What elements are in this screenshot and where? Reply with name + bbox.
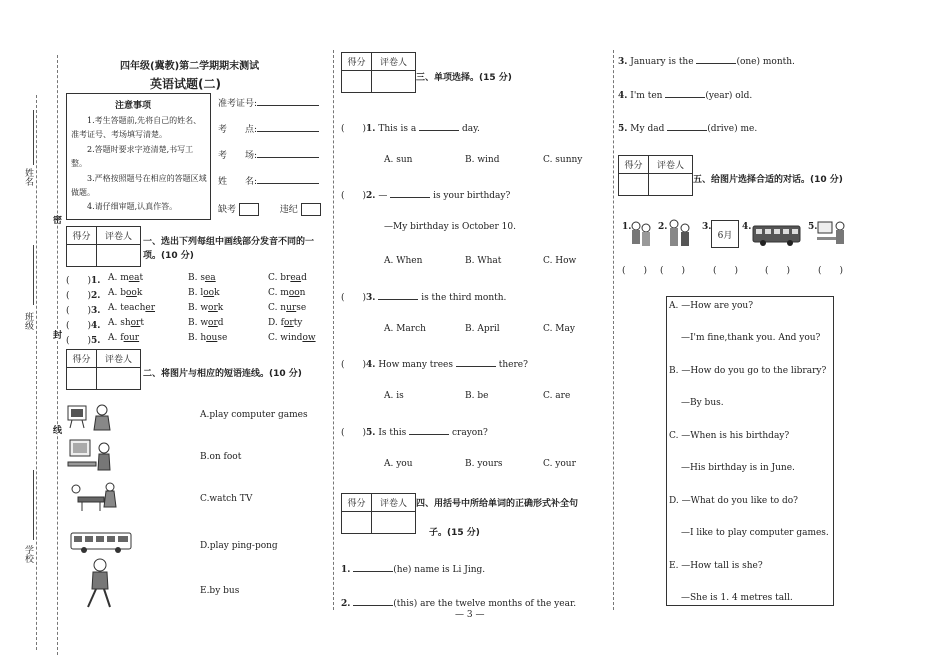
option-a[interactable]: A. four [108, 333, 140, 343]
column-divider-1 [333, 50, 334, 610]
option-a[interactable]: A. sun [384, 155, 413, 165]
bus-picture [70, 530, 134, 554]
question-num: 3. [366, 293, 376, 303]
mc-question [341, 188, 510, 201]
score-cell[interactable] [67, 368, 97, 390]
s5-pic-num: 1. [622, 222, 632, 232]
dialog-answer: —His birthday is in June. [681, 463, 795, 473]
answer-paren[interactable]: ( ) [765, 266, 791, 276]
option-a[interactable]: A. When [384, 256, 423, 266]
answer-paren[interactable]: ( ) [66, 276, 92, 286]
fill-text: (he) name is Li Jing. [393, 565, 486, 575]
answer-paren[interactable]: ( ) [341, 428, 367, 438]
fill-item-4 [618, 88, 752, 101]
option-b[interactable]: B. April [465, 324, 500, 334]
calendar-text: 6月 [717, 231, 733, 241]
section4-title-a: 四、用括号中所给单词的正确形式补全句 [416, 499, 579, 509]
option-a[interactable]: A. March [384, 324, 426, 334]
exam-no-label: 准考证号: [218, 99, 258, 109]
question-stem-a: This is a [378, 124, 417, 134]
item-num: 4. [91, 321, 101, 331]
notice-box [66, 93, 211, 220]
score-cell[interactable] [342, 71, 372, 93]
notice-title: 注意事项 [115, 101, 152, 111]
room-field[interactable] [257, 148, 319, 158]
phrase-item: B.on foot [200, 452, 242, 462]
score-label: 得分 [342, 494, 372, 512]
grader-cell[interactable] [96, 245, 140, 267]
fill-num: 4. [618, 91, 628, 101]
section5-title: 五、给图片选择合适的对话。(10 分) [693, 175, 843, 185]
tv-watching-picture [66, 400, 116, 434]
answer-paren[interactable]: ( ) [341, 124, 367, 134]
xian-mark: 线 [51, 425, 61, 434]
question-blank[interactable] [456, 357, 496, 367]
option-c[interactable]: C. bread [268, 273, 307, 283]
option-c[interactable]: C. sunny [543, 155, 583, 165]
notice-item: 4.请仔细审题,认真作答。 [87, 202, 178, 211]
s5-pic-num: 2. [658, 222, 668, 232]
exam-no-field[interactable] [257, 96, 319, 106]
answer-paren[interactable]: ( ) [818, 266, 844, 276]
question-stem-b: is your birthday? [433, 191, 511, 201]
dialog-answer: —I like to play computer games. [681, 528, 829, 538]
score-box-section2 [66, 349, 141, 390]
dialog-answer: —She is 1. 4 metres tall. [681, 593, 793, 603]
notice-item: 2.答题时要求字迹清楚,书写工整。 [71, 145, 194, 168]
option-a[interactable]: A. you [384, 459, 413, 469]
class-underline [33, 245, 34, 305]
option-a[interactable]: A. short [108, 318, 144, 328]
option-c[interactable]: C. moon [268, 288, 306, 298]
question-line2: —My birthday is October 10. [384, 222, 516, 232]
item-num: 2. [91, 291, 101, 301]
fill-num: 3. [618, 57, 628, 67]
score-box-section4 [341, 493, 416, 534]
violation-label: 违纪 [279, 205, 298, 215]
subject-title: 英语试题(二) [150, 77, 221, 91]
option-c[interactable]: C. nurse [268, 303, 307, 313]
fill-item-3 [618, 54, 795, 67]
score-cell[interactable] [67, 245, 97, 267]
score-box-section1 [66, 226, 141, 267]
pronunciation-item [66, 273, 100, 286]
question-stem-a: Is this [378, 428, 407, 438]
question-stem-b: is the third month. [421, 293, 507, 303]
option-b[interactable]: B. look [188, 288, 220, 298]
dialog-box [666, 296, 834, 606]
s5-pic-num: 5. [808, 222, 818, 232]
calendar-picture [711, 220, 739, 248]
school-underline [33, 470, 34, 540]
pronunciation-item [66, 318, 100, 331]
fill-text: (one) month. [736, 57, 795, 67]
option-a[interactable]: A. teacher [108, 303, 156, 313]
school-label: 学校 [23, 545, 33, 563]
option-b[interactable]: B. be [465, 391, 489, 401]
section3-title: 三、单项选择。(15 分) [416, 73, 512, 83]
mc-question [341, 357, 528, 370]
fill-pre: January is the [630, 57, 694, 67]
fill-item-1 [341, 562, 485, 575]
option-a[interactable]: A. book [108, 288, 143, 298]
height-picture [666, 218, 692, 250]
fill-num: 2. [341, 599, 351, 609]
pronunciation-item [66, 333, 100, 346]
item-num: 3. [91, 306, 101, 316]
option-a[interactable]: A. meat [108, 273, 144, 283]
venue-row [218, 122, 319, 135]
binding-line-inner [57, 55, 58, 655]
greeting-picture [630, 220, 652, 250]
fill-pre: I'm ten [630, 91, 663, 101]
question-blank[interactable] [378, 290, 418, 300]
walking-picture [80, 557, 120, 611]
name-underline [33, 110, 34, 165]
mc-question [341, 121, 480, 134]
option-c[interactable]: C. are [543, 391, 571, 401]
answer-paren[interactable]: ( ) [66, 291, 92, 301]
room-row [218, 148, 319, 161]
dialog-question: A. —How are you? [669, 301, 754, 311]
exam-title: 四年级(冀教)第二学期期末测试 [120, 61, 260, 72]
room-label: 考 场: [218, 151, 258, 161]
pronunciation-item [66, 288, 100, 301]
answer-paren[interactable]: ( ) [341, 191, 367, 201]
ping-pong-picture [70, 481, 120, 515]
grader-cell[interactable] [371, 71, 415, 93]
phrase-item: A.play computer games [200, 410, 308, 420]
grader-label: 评卷人 [96, 350, 140, 368]
score-cell[interactable] [619, 174, 649, 196]
s5-pic-num: 3. [702, 222, 712, 232]
score-label: 得分 [67, 350, 97, 368]
question-blank[interactable] [390, 188, 430, 198]
dialog-question: B. —How do you go to the library? [669, 366, 827, 376]
answer-paren[interactable]: ( ) [66, 321, 92, 331]
computer-games-picture [66, 436, 118, 476]
score-label: 得分 [342, 53, 372, 71]
answer-paren[interactable]: ( ) [66, 336, 92, 346]
section4-title-b: 子。(15 分) [429, 528, 480, 538]
notice-item: 1.考生答题前,先将自己的姓名、准考证号、考场填写清楚。 [71, 116, 202, 139]
column-divider-2 [613, 50, 614, 610]
score-box-section3 [341, 52, 416, 93]
option-b[interactable]: B. work [188, 303, 224, 313]
pronunciation-item [66, 303, 100, 316]
grader-cell[interactable] [96, 368, 140, 390]
feng-mark: 封 [51, 330, 61, 339]
fill-text: (year) old. [705, 91, 753, 101]
fill-pre: My dad [630, 124, 665, 134]
mc-question [341, 425, 488, 438]
venue-label: 考 点: [218, 125, 258, 135]
answer-paren[interactable]: ( ) [622, 266, 648, 276]
class-label: 班级 [23, 312, 33, 330]
question-blank[interactable] [409, 425, 449, 435]
option-c[interactable]: C. your [543, 459, 576, 469]
option-c[interactable]: C. How [543, 256, 577, 266]
item-num: 5. [91, 336, 101, 346]
absent-row [218, 202, 321, 216]
score-box-section5 [618, 155, 693, 196]
answer-paren[interactable]: ( ) [66, 306, 92, 316]
fill-blank[interactable] [667, 121, 707, 131]
grader-cell[interactable] [371, 512, 415, 534]
exam-no-row [218, 96, 319, 109]
mc-question [341, 290, 506, 303]
fill-blank[interactable] [353, 562, 393, 572]
option-c[interactable]: D. forty [268, 318, 303, 328]
question-stem-a: — [378, 191, 388, 201]
option-b[interactable]: B. house [188, 333, 228, 343]
binding-line-outer [36, 95, 37, 650]
bus-picture-small [752, 224, 802, 248]
question-stem-a: How many trees [378, 360, 453, 370]
name-row [218, 174, 319, 187]
fill-item-2 [341, 596, 576, 609]
page-number: — 3 — [455, 610, 485, 620]
violation-box[interactable] [301, 203, 321, 216]
question-num: 4. [366, 360, 376, 370]
dialog-answer: —By bus. [681, 398, 724, 408]
score-label: 得分 [619, 156, 649, 174]
name-field[interactable] [257, 174, 319, 184]
dialog-question: E. —How tall is she? [669, 561, 763, 571]
fill-blank[interactable] [353, 596, 393, 606]
dialog-question: D. —What do you like to do? [669, 496, 799, 506]
fill-num: 1. [341, 565, 351, 575]
dialog-question: C. —When is his birthday? [669, 431, 790, 441]
answer-paren[interactable]: ( ) [341, 360, 367, 370]
mi-mark: 密 [51, 215, 61, 224]
option-a[interactable]: A. is [384, 391, 404, 401]
question-stem-b: there? [498, 360, 528, 370]
section2-title: 二、将图片与相应的短语连线。(10 分) [143, 369, 302, 379]
name-label: 姓名 [23, 168, 33, 186]
grader-label: 评卷人 [371, 53, 415, 71]
absent-box[interactable] [239, 203, 259, 216]
phrase-item: D.play ping-pong [200, 541, 278, 551]
item-num: 1. [91, 276, 101, 286]
fill-item-5 [618, 121, 757, 134]
option-b[interactable]: B. wind [465, 155, 500, 165]
score-label: 得分 [67, 227, 97, 245]
question-stem-b: crayon? [452, 428, 488, 438]
option-b[interactable]: B. yours [465, 459, 503, 469]
question-num: 2. [366, 191, 376, 201]
fill-text: (this) are the twelve months of the year. [393, 599, 577, 609]
option-c[interactable]: C. May [543, 324, 575, 334]
score-cell[interactable] [342, 512, 372, 534]
option-b[interactable]: B. What [465, 256, 502, 266]
grader-label: 评卷人 [648, 156, 692, 174]
grader-label: 评卷人 [96, 227, 140, 245]
question-num: 5. [366, 428, 376, 438]
absent-label: 缺考 [218, 205, 237, 215]
fill-blank[interactable] [665, 88, 705, 98]
answer-paren[interactable]: ( ) [713, 266, 739, 276]
section1-title: 一、选出下列每组中画线部分发音不同的一项。(10 分) [143, 237, 315, 261]
grader-label: 评卷人 [371, 494, 415, 512]
phrase-item: C.watch TV [200, 494, 253, 504]
question-blank[interactable] [419, 121, 459, 131]
venue-field[interactable] [257, 122, 319, 132]
name-field-label: 姓 名: [218, 177, 258, 187]
option-c[interactable]: C. window [268, 333, 316, 343]
option-b[interactable]: B. sea [188, 273, 216, 283]
grader-cell[interactable] [648, 174, 692, 196]
answer-paren[interactable]: ( ) [660, 266, 686, 276]
fill-num: 5. [618, 124, 628, 134]
answer-paren[interactable]: ( ) [341, 293, 367, 303]
fill-blank[interactable] [696, 54, 736, 64]
question-stem-b: day. [461, 124, 480, 134]
computer-picture-small [816, 218, 848, 248]
fill-text: (drive) me. [707, 124, 758, 134]
question-num: 1. [366, 124, 376, 134]
notice-item: 3.严格按照题号在相应的答题区域做题。 [71, 174, 207, 197]
s5-pic-num: 4. [742, 222, 752, 232]
option-b[interactable]: B. word [188, 318, 224, 328]
dialog-answer: —I'm fine,thank you. And you? [681, 333, 821, 343]
phrase-item: E.by bus [200, 586, 240, 596]
